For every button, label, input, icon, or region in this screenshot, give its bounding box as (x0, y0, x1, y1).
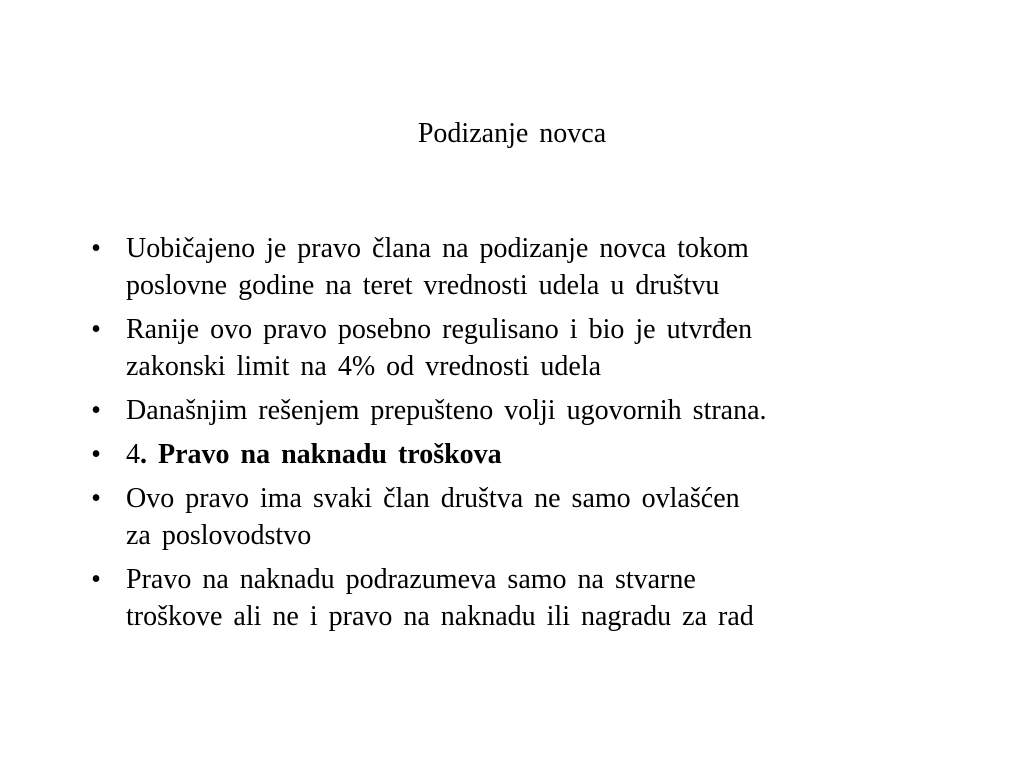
bullet-text-line: Ovo pravo ima svaki član društva ne samo ovlašćen (126, 483, 740, 514)
bullet-item-4 (0, 436, 1024, 473)
bullet-icon: • (91, 439, 101, 470)
section-number: 4 (126, 439, 140, 470)
bullet-text-line: za poslovodstvo (126, 520, 312, 551)
slide-title: Podizanje novca (417, 118, 607, 149)
bullet-text-line: Pravo na naknadu podrazumeva samo na stvarne (126, 564, 696, 595)
bullet-icon: • (91, 483, 101, 514)
bullet-list (0, 230, 1024, 642)
bullet-icon: • (91, 395, 101, 426)
bullet-text-line: troškove ali ne i pravo na naknadu ili nagradu za rad (126, 601, 754, 632)
bullet-text-line: Današnjim rešenjem prepušteno volji ugovornih strana. (126, 395, 767, 426)
bullet-icon: • (91, 314, 101, 345)
bullet-item-2 (0, 311, 1024, 385)
section-heading-text: . Pravo na naknadu troškova (140, 439, 502, 470)
section-heading (126, 436, 964, 473)
bullet-icon: • (91, 233, 101, 264)
bullet-item-6 (0, 561, 1024, 635)
bullet-text-line: Ranije ovo pravo posebno regulisano i bio je utvrđen (126, 314, 753, 345)
bullet-item-1 (0, 230, 1024, 304)
bullet-icon: • (91, 564, 101, 595)
bullet-item-3 (0, 392, 1024, 429)
bullet-text-line: zakonski limit na 4% od vrednosti udela (126, 351, 602, 382)
bullet-text-line: Uobičajeno je pravo člana na podizanje novca tokom (126, 233, 749, 264)
bullet-text-line: poslovne godine na teret vrednosti udela u društvu (126, 270, 720, 301)
bullet-item-5 (0, 480, 1024, 554)
